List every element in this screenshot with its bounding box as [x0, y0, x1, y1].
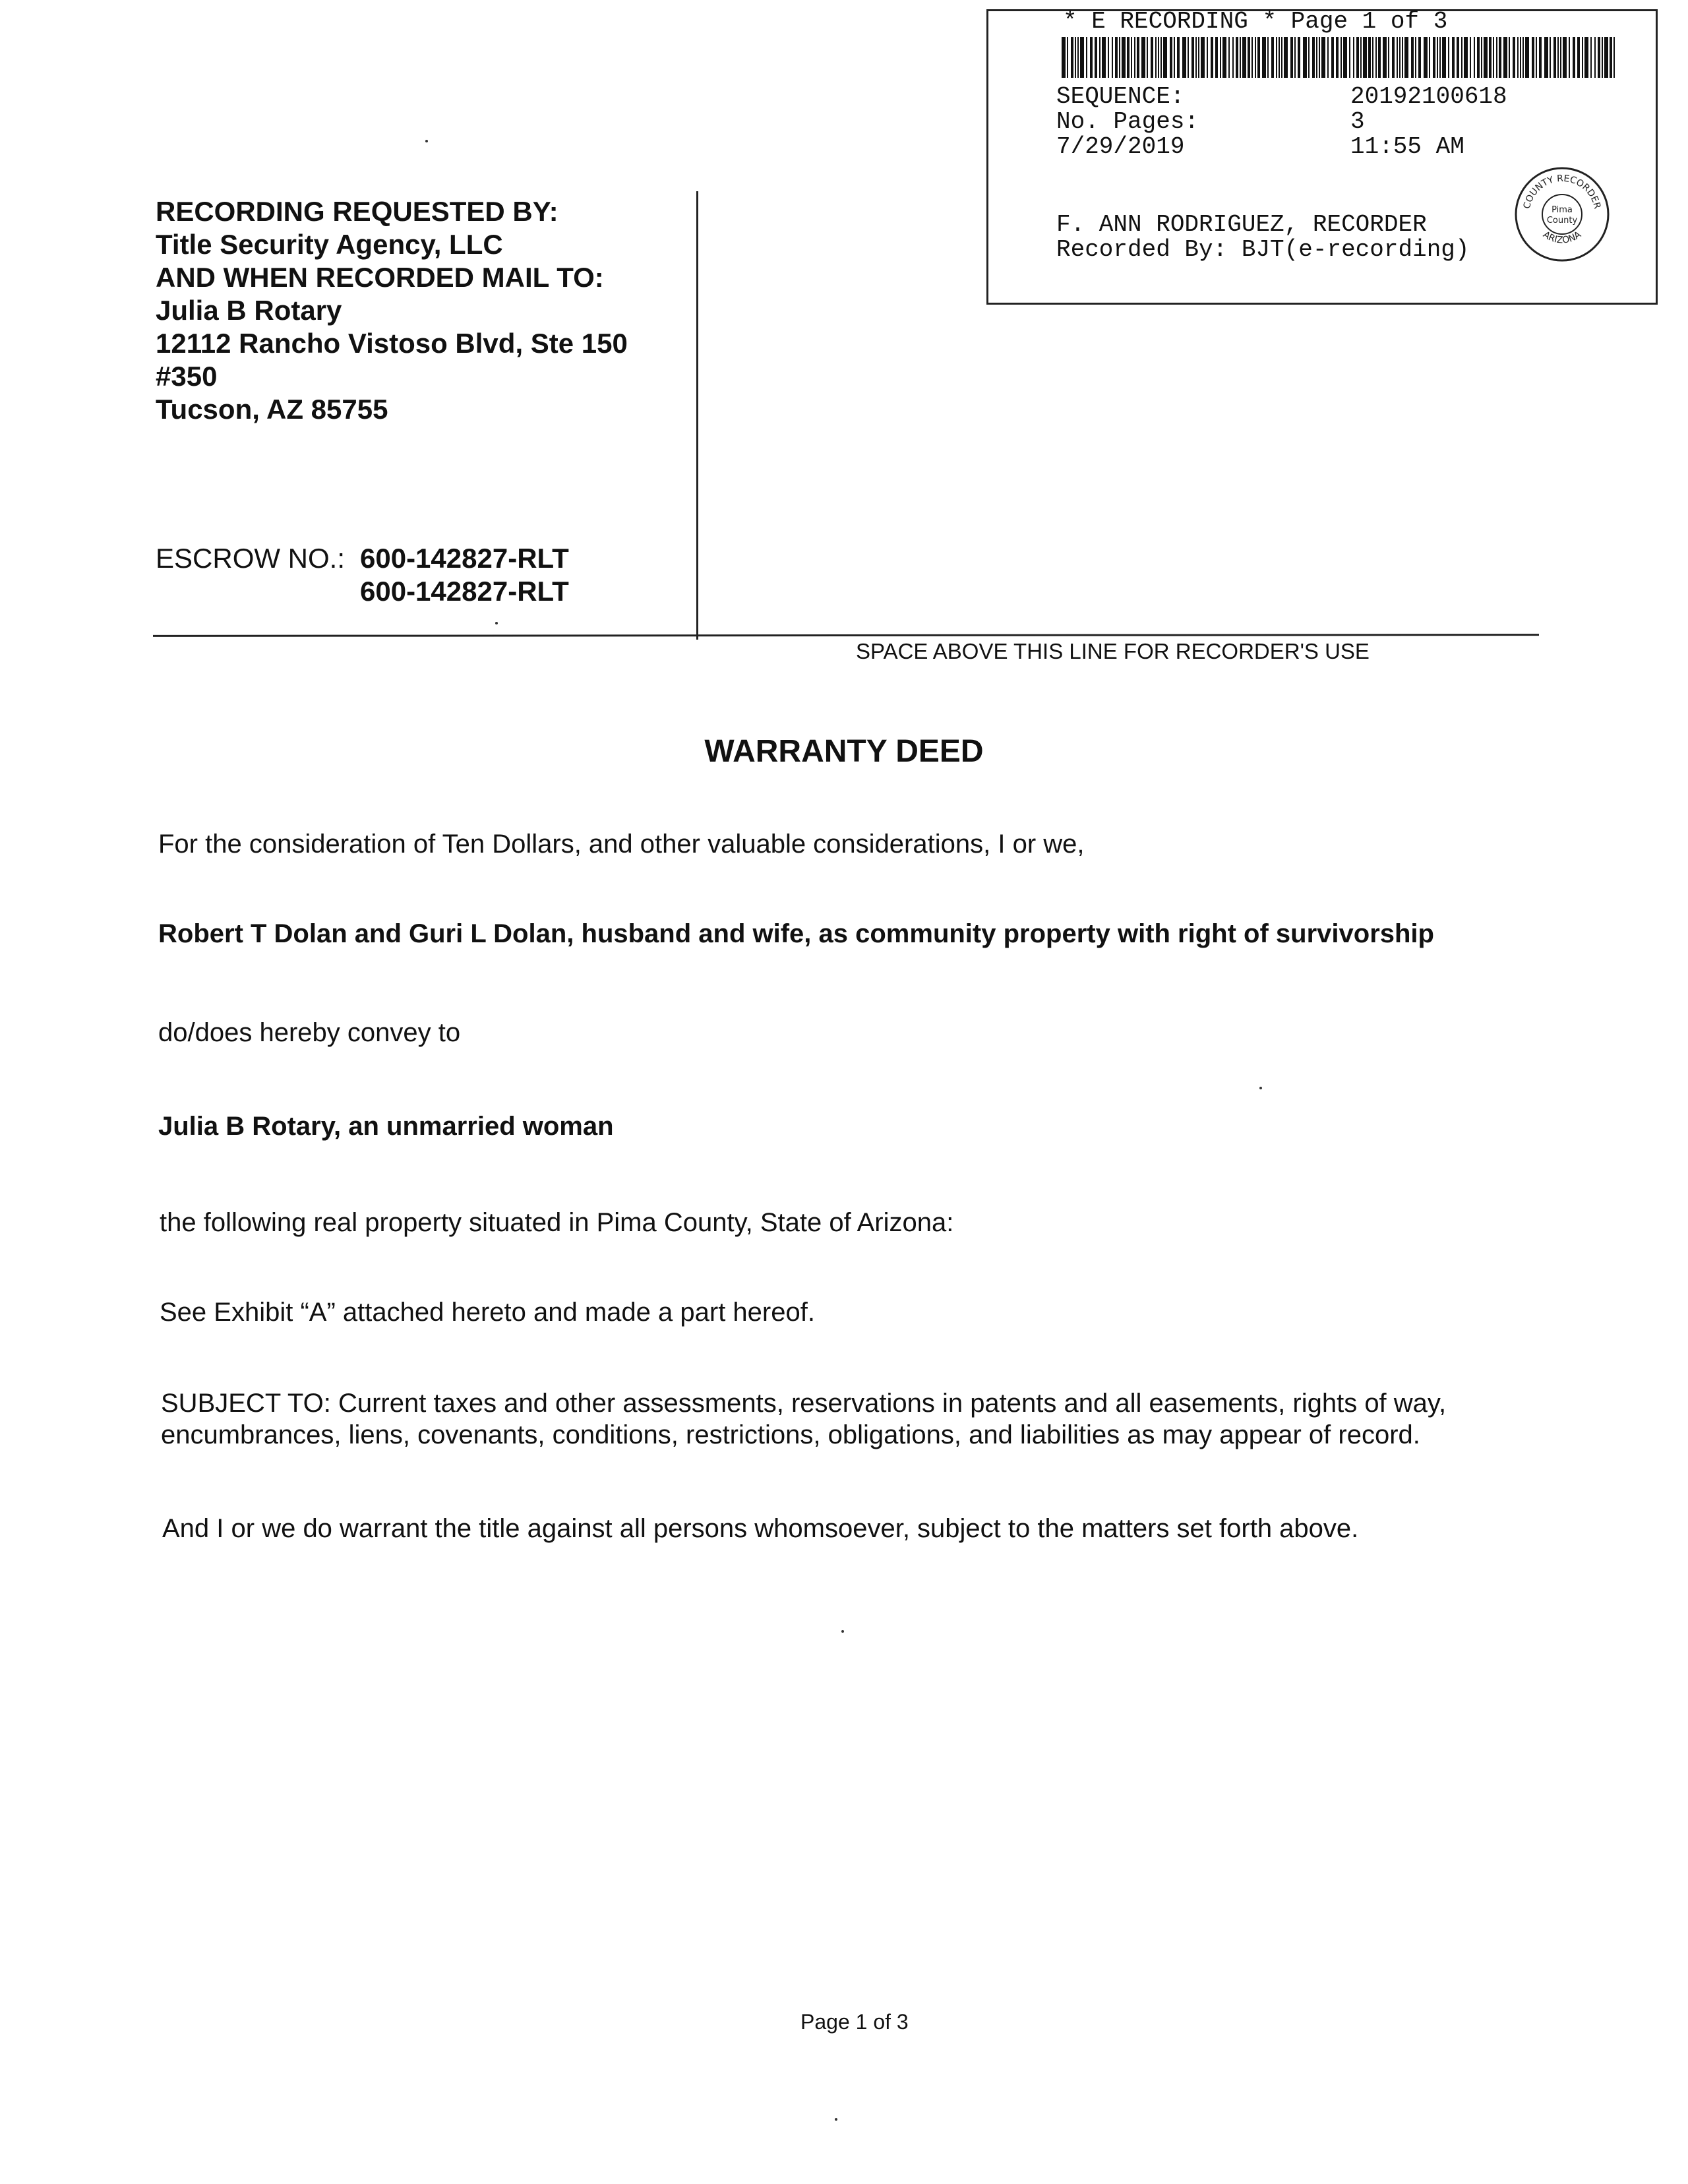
barcode: [1062, 37, 1617, 78]
convey-text: do/does hereby convey to: [158, 1018, 461, 1047]
escrow-number: 600-142827-RLT: [360, 576, 569, 607]
requested-by-name: Title Security Agency, LLC: [156, 229, 503, 260]
subject-to-line-2: encumbrances, liens, covenants, conditions, restrictions, obligations, and liabilities as may appear of record.: [161, 1420, 1420, 1449]
seal-center-text-2: County: [1546, 216, 1578, 226]
mail-to-label: AND WHEN RECORDED MAIL TO:: [156, 262, 604, 293]
pages-value: 3: [1350, 108, 1365, 135]
mail-to-address-2: #350: [156, 361, 218, 392]
document-title: WARRANTY DEED: [704, 734, 984, 769]
seal-bottom-text: ARIZONA: [1541, 229, 1583, 246]
recorder-space-line: [153, 634, 1539, 637]
county-recorder-seal: [1514, 166, 1610, 262]
recording-time: 11:55 AM: [1350, 133, 1464, 160]
mail-to-address-1: 12112 Rancho Vistoso Blvd, Ste 150: [156, 328, 628, 359]
recording-date: 7/29/2019: [1056, 133, 1185, 160]
pages-label: No. Pages:: [1056, 108, 1199, 135]
property-text: the following real property situated in Pima County, State of Arizona:: [160, 1208, 954, 1237]
sequence-value: 20192100618: [1350, 83, 1507, 110]
seal-outer-text: COUNTY RECORDER: [1521, 173, 1603, 210]
svg-text:ARIZONA: [1541, 229, 1583, 246]
scan-speck: [1259, 1087, 1262, 1089]
grantee-text: Julia B Rotary, an unmarried woman: [158, 1112, 614, 1141]
scan-speck: [425, 140, 428, 142]
subject-to-line-1: SUBJECT TO: Current taxes and other assessments, reservations in patents and all easements, rights of way,: [161, 1389, 1447, 1418]
stamp-header: * E RECORDING * Page 1 of 3: [1063, 8, 1448, 35]
mail-to-city: Tucson, AZ 85755: [156, 394, 388, 425]
exhibit-text: See Exhibit “A” attached hereto and made a part hereof.: [160, 1298, 815, 1327]
consideration-text: For the consideration of Ten Dollars, and other valuable considerations, I or we,: [158, 830, 1085, 859]
recorder-use-note: SPACE ABOVE THIS LINE FOR RECORDER'S USE: [856, 639, 1370, 663]
recorded-by: Recorded By: BJT(e-recording): [1056, 236, 1470, 263]
scan-speck: [841, 1630, 844, 1633]
grantors-text: Robert T Dolan and Guri L Dolan, husband and wife, as community property with right of survivorship: [158, 919, 1434, 948]
scan-speck: [835, 2118, 837, 2121]
scan-speck: [495, 622, 498, 624]
escrow-label: ESCROW NO.:: [156, 543, 346, 574]
warrant-text: And I or we do warrant the title against all persons whomsoever, subject to the matters set forth above.: [162, 1514, 1359, 1543]
mail-to-name: Julia B Rotary: [156, 295, 342, 326]
seal-center-text-1: Pima: [1552, 205, 1573, 215]
page-number: Page 1 of 3: [800, 2010, 909, 2034]
escrow-number: 600-142827-RLT: [360, 543, 569, 574]
header-divider-vertical: [696, 191, 698, 640]
sequence-label: SEQUENCE:: [1056, 83, 1185, 110]
requested-by-label: RECORDING REQUESTED BY:: [156, 196, 558, 227]
recorder-name: F. ANN RODRIGUEZ, RECORDER: [1056, 211, 1427, 238]
